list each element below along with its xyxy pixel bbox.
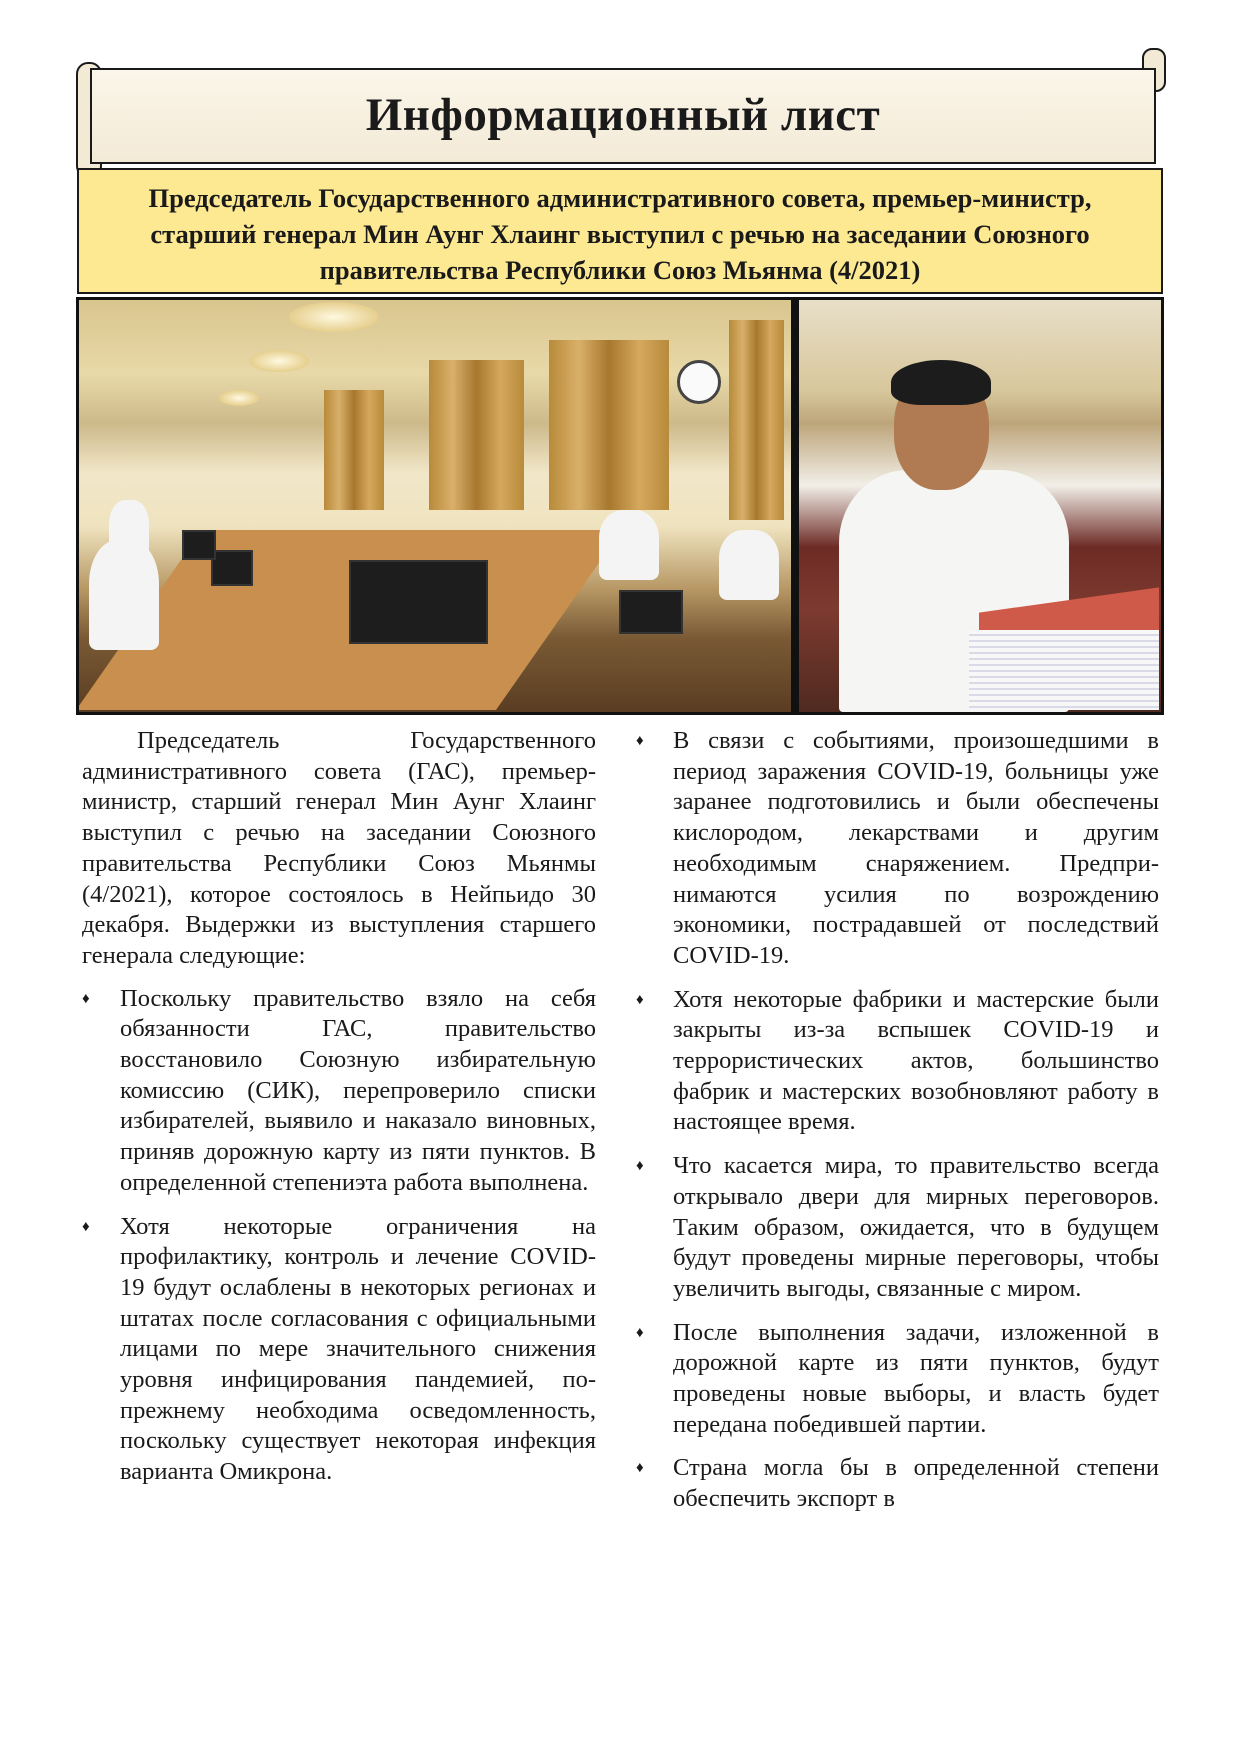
headline-box	[77, 168, 1163, 294]
article-column-right	[636, 726, 1159, 1528]
list-item-text: Что касается мира, то правительство всегда открывало двери для мирных переговоров. Таким образом, ожидается, что в будущем будут проведены мирные переговоры, чтобы увеличить выгоды, связанные с миром.	[673, 1152, 1159, 1302]
title-banner	[76, 62, 1166, 164]
list-item-text: Хотя некоторые фабрики и мастерские были закрыты из-за вспышек COVID-19 и террористических актов, большинство фабрик и мастерских возобновляют работу в настоящее время.	[673, 985, 1159, 1136]
list-item	[636, 726, 1159, 972]
list-item	[82, 984, 596, 1199]
scroll-body	[90, 68, 1156, 164]
headline: Председатель Государственного административного совета, премьер-министр, старший генерал Мин Аунг Хлаинг выступил с речью на заседании Союзного правительства Республики Союз Мьянма (4/2021)	[148, 183, 1092, 285]
article-column-left	[82, 726, 596, 1501]
list-item-text: Страна могла бы в определенной степени обеспечить экспорт в	[673, 1454, 1159, 1513]
diamond-bullet-icon: ♦	[82, 1218, 90, 1235]
diamond-bullet-icon: ♦	[636, 1460, 644, 1477]
list-item-text: После выполнения задачи, изложенной в дорожной карте из пяти пунктов, будут проведены новые выборы, и власть будет передана победившей партии.	[673, 1318, 1159, 1438]
meeting-hall-photo	[79, 300, 791, 712]
list-item	[636, 985, 1159, 1139]
list-item	[636, 1318, 1159, 1441]
diamond-bullet-icon: ♦	[636, 991, 644, 1008]
list-item-text: Поскольку правительство взяло на себя обязанности ГАС, правительство восстановило Союзную избирательную комиссию (СИК), перепроверило списки избирателей, выявило и наказало виновных, приняв дорожную карту из пяти пунктов. В определенной степениэта работа выполнена.	[120, 984, 596, 1196]
speaker-portrait-photo	[799, 300, 1161, 712]
intro-paragraph: Председатель Государственного административного совета (ГАС), премьер-министр, старший генерал Мин Аунг Хлаинг выступил с речью на заседании Союзного правительства Республики Союз Мьянмы (4/2021), которое состоялось в Нейпьидо 30 декабря. Выдержки из выступления старшего генерала следующие:	[82, 727, 596, 969]
diamond-bullet-icon: ♦	[82, 990, 90, 1007]
page-title: Информационный лист	[365, 89, 881, 141]
list-item	[636, 1151, 1159, 1305]
list-item-text: В связи с событиями, произошедшими в период заражения COVID-19, больницы уже заранее подготовились и были обеспечены кислородом, лекарствами и другим необходимым снаряжением. Предпри-нимаются усилия по возрождению экономики, пострадавшей от последствий COVID-19.	[673, 727, 1159, 969]
list-item	[636, 1453, 1159, 1514]
photo-strip	[76, 297, 1164, 715]
list-item	[82, 1212, 596, 1488]
diamond-bullet-icon: ♦	[636, 1324, 644, 1341]
diamond-bullet-icon: ♦	[636, 1158, 644, 1175]
list-item-text: Хотя некоторые ограничения на профилактику, контроль и лечение COVID-19 будут ослаблены в некоторых регионах и штатах после согласования с официальными лицами по мере значительного снижения уровня инфицирования пандемией, по-прежнему необходима осведомленность, поскольку существует некоторая инфекция варианта Омикрона.	[120, 1212, 596, 1486]
diamond-bullet-icon: ♦	[636, 733, 644, 749]
